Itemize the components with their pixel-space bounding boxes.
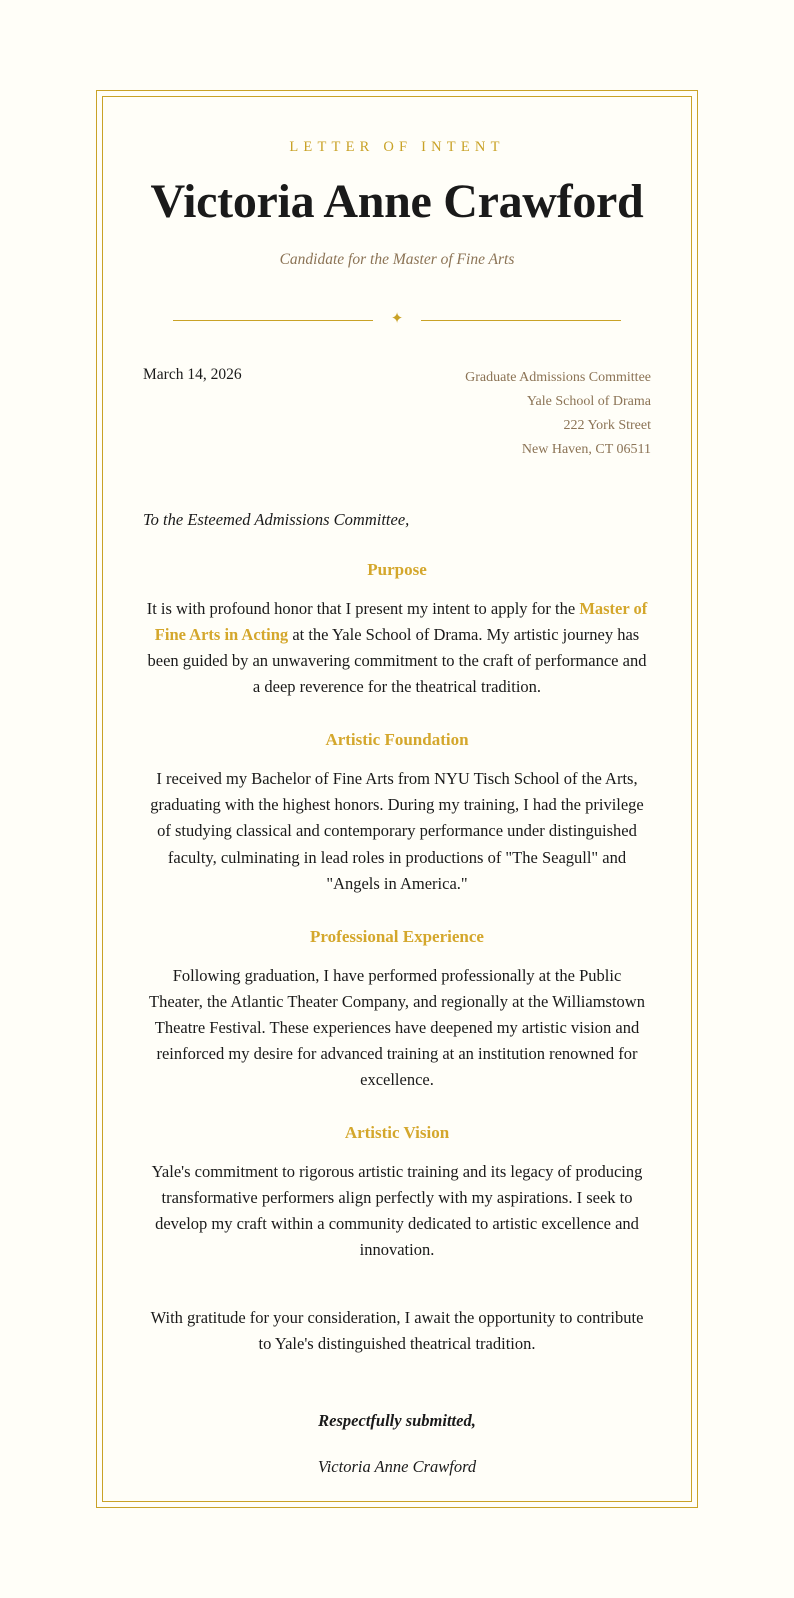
purpose-text-before: It is with profound honor that I present my intent to apply for the — [146, 599, 580, 619]
letter-date: March 14, 2026 — [143, 365, 242, 383]
four-point-star-icon: ✦ — [390, 310, 404, 327]
recipient-line-committee: Graduate Admissions Committee — [465, 369, 651, 385]
section-heading-artistic-foundation: Artistic Foundation — [325, 730, 469, 750]
section-body-artistic-vision: Yale's commitment to rigorous artistic training and its legacy of producing transformative performers align perfectly with my aspirations. I seek to develop my craft within a community dedicated to artistic excellence and innovation. — [151, 1161, 643, 1260]
sign-off-text: Respectfully submitted, — [318, 1411, 476, 1431]
candidate-subtitle: Candidate for the Master of Fine Arts — [279, 250, 515, 268]
section-body-artistic-foundation: I received my Bachelor of Fine Arts from NYU Tisch School of the Arts, graduating with the highest honors. During my training, I had the privilege of studying classical and contemporary performance under distinguished faculty, culminating in lead roles in productions of "The Seagull" and "Angels in America." — [150, 769, 644, 893]
document-kicker: LETTER OF INTENT — [289, 139, 505, 155]
ornament-divider — [173, 310, 621, 328]
divider-rule-right — [421, 320, 621, 321]
divider-rule-left — [173, 320, 373, 321]
section-purpose — [143, 560, 651, 700]
closing-paragraph: With gratitude for your consideration, I await the opportunity to contribute to Yale's distinguished theatrical tradition. — [150, 1308, 644, 1354]
decorative-outer-border — [96, 90, 698, 1508]
section-professional-experience — [143, 927, 651, 1093]
section-heading-artistic-vision: Artistic Vision — [344, 1122, 450, 1142]
section-body-purpose — [143, 596, 651, 700]
section-heading-purpose: Purpose — [367, 560, 427, 580]
recipient-line-street: 222 York Street — [563, 417, 651, 433]
letter-meta-row — [143, 366, 651, 462]
section-heading-professional-experience: Professional Experience — [310, 926, 484, 946]
recipient-line-institution: Yale School of Drama — [526, 393, 651, 409]
signature-block — [143, 1411, 651, 1477]
section-artistic-foundation — [143, 730, 651, 896]
recipient-line-city: New Haven, CT 06511 — [521, 442, 651, 458]
letterhead — [143, 139, 651, 269]
page-title: Victoria Anne Crawford — [150, 175, 644, 228]
section-body-professional-experience: Following graduation, I have performed professionally at the Public Theater, the Atlantic Theater Company, and regionally at the Williamstown Theatre Festival. These experiences have deepened my artistic vision and reinforced my desire for advanced training at an institution renowned for excellence. — [149, 965, 645, 1089]
decorative-inner-border — [102, 96, 692, 1502]
salutation: To the Esteemed Admissions Committee, — [143, 510, 410, 530]
highlighted-program-name: Master of Fine Arts in Acting — [154, 599, 648, 645]
signature-name: Victoria Anne Crawford — [317, 1457, 477, 1477]
section-artistic-vision — [143, 1123, 651, 1263]
purpose-text-after: at the Yale School of Drama. My artistic journey has been guided by an unwavering commitment to the craft of performance and a deep reverence for the theatrical tradition. — [147, 625, 647, 697]
recipient-address — [465, 366, 651, 462]
